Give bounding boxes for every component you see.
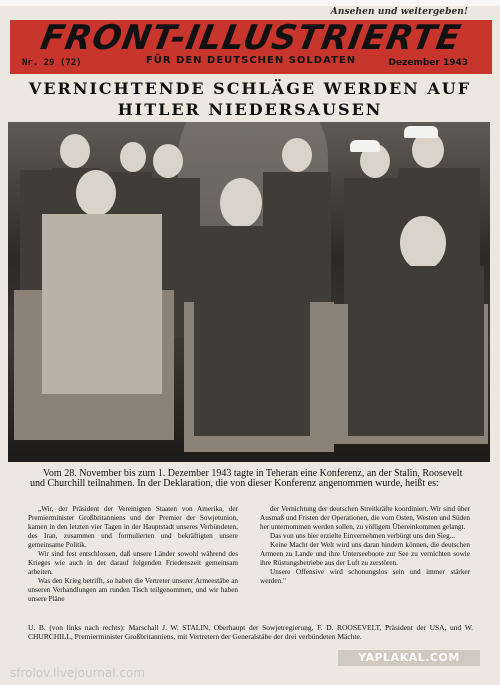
conference-photo xyxy=(8,122,490,462)
stalin-uniform xyxy=(42,214,162,394)
white-naval-cap xyxy=(404,126,438,138)
left-paragraph: Wir sind fest entschlossen, daß unsere Länder sowohl während des Krieges wie auch in der darauf folgenden Friedenszeit gemeinsam arbeiten. xyxy=(28,550,238,576)
watermark-source: sfrolov.livejournal.com xyxy=(10,666,146,680)
right-paragraph: Das von uns hier erzielte Einvernehmen verbürgt uns den Sieg... xyxy=(270,532,456,540)
issue-date: Dezember 1943 xyxy=(388,58,468,68)
roosevelt-head xyxy=(220,178,262,228)
officer-head xyxy=(120,142,146,172)
white-naval-cap xyxy=(350,140,380,152)
stalin-head xyxy=(76,170,116,216)
churchill-head xyxy=(400,216,446,270)
issue-number: Nr. 29 (72) xyxy=(22,58,82,68)
left-paragraph: „Wir, der Präsident der Vereinigten Staaten von Amerika, der Premierminister Großbritanniens und der Premier der Sowjetunion, kamen in den letzten vier Tagen in der Hauptstadt unseres Verbündeten, des Iran, zusammen und formulierten und bekräftigten unsere gemeinsame Politik. xyxy=(28,505,238,549)
article-columns xyxy=(28,505,474,621)
masthead-title: FRONT-ILLUSTRIERTE xyxy=(37,18,465,58)
right-column xyxy=(260,505,470,621)
article-intro xyxy=(30,469,475,494)
watermark-site: YAPLAKAL.COM xyxy=(338,650,480,666)
right-paragraph: Unsere Offensive wird schonungslos sein und immer stärker werden." xyxy=(260,568,470,585)
intro-paragraph: Vom 28. November bis zum 1. Dezember 1943 tagte in Teheran eine Konferenz, an der Stalin, Roosevelt und Churchill teilnahmen. In der Deklaration, die von dieser Konferenz angenommen wurde, heißt es: xyxy=(30,468,463,490)
masthead xyxy=(10,20,492,74)
left-column xyxy=(28,505,238,621)
right-paragraph: der Vernichtung der deutschen Streitkräfte koordiniert. Wir sind über Ausmaß und Fristen der Operationen, die vom Osten, Westen und Süden her unternommen werden sollen, zu völligem Übereinkommen gelangt. xyxy=(260,505,470,531)
officer-head xyxy=(153,144,183,178)
churchill-uniform xyxy=(348,266,484,436)
roosevelt-suit xyxy=(194,226,310,436)
photo-caption: U. B. (von links nach rechts): Marschall J. W. STALIN, Oberhaupt der Sowjetregierung, F. D. ROOSEVELT, Präsident der USA, und W. CHURCHILL, Premierminister Großbritanniens, mit Vertretern der Generalstäbe der drei verbündeten Mächte. xyxy=(28,623,473,641)
masthead-subtitle: FÜR DEN DEUTSCHEN SOLDATEN xyxy=(145,55,357,66)
right-paragraph: Keine Macht der Welt wird uns daran hindern können, die deutschen Armeen zu Lande und ihre Unterseeboote zur See zu vernichten sowie ihre Rüstungsbetriebe aus der Luft zu zerstören. xyxy=(260,541,470,567)
left-paragraph: Was den Krieg betrifft, so haben die Vertreter unserer Armeestäbe an unseren Verhandlungen am runden Tisch teilgenommen, und wir haben unsere Pläne xyxy=(28,577,238,603)
officer-head xyxy=(282,138,312,172)
headline: VERNICHTENDE SCHLÄGE WERDEN AUF HITLER NIEDERSAUSEN xyxy=(28,79,472,119)
top-note: Ansehen und weitergeben! xyxy=(330,7,468,17)
torn-paper-edge xyxy=(0,0,500,6)
officer-head xyxy=(60,134,90,168)
